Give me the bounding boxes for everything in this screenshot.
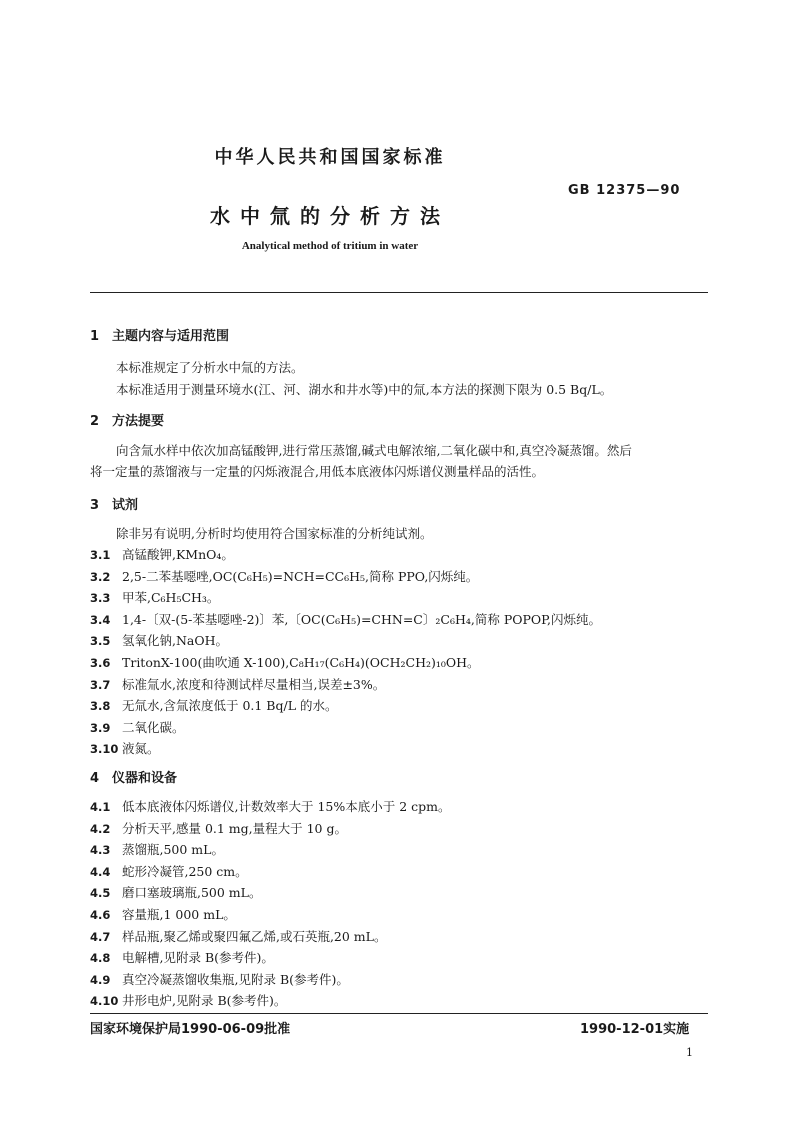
item-number: 3.9 <box>90 720 111 735</box>
item-number: 3.2 <box>90 569 111 584</box>
list-item <box>90 883 261 901</box>
list-item <box>90 991 286 1009</box>
item-text: 真空冷凝蒸馏收集瓶,见附录 B(参考件)。 <box>122 971 349 987</box>
paragraph: 本标准规定了分析水中氚的方法。 <box>116 360 304 375</box>
item-number: 4.5 <box>90 886 111 901</box>
paragraph: 本标准适用于测量环境水(江、河、湖水和井水等)中的氚,本方法的探测下限为 0.5 Bq/L。 <box>116 382 613 397</box>
item-number: 4.6 <box>90 908 111 922</box>
list-item <box>90 970 349 988</box>
item-number: 4.4 <box>90 864 111 879</box>
item-text: 氢氧化钠,NaOH。 <box>122 633 229 649</box>
effective-date: 1990-12-01实施 <box>580 1022 690 1037</box>
item-number: 4.1 <box>90 800 111 814</box>
section-number: 4 <box>90 771 100 786</box>
item-text: 2,5-二苯基噁唑,OC(C₆H₅)=NCH=CC₆H₅,简称 PPO,闪烁纯。 <box>122 568 479 584</box>
item-number: 4.7 <box>90 929 111 944</box>
list-item <box>90 653 480 671</box>
item-text: 电解槽,见附录 B(参考件)。 <box>122 950 274 966</box>
item-text: 高锰酸钾,KMnO₄。 <box>122 547 234 562</box>
standard-number: GB 12375—90 <box>568 183 681 198</box>
section-3-heading <box>90 494 138 513</box>
paragraph-line: 向含氚水样中依次加高锰酸钾,进行常压蒸馏,碱式电解浓缩,二氧化碳中和,真空冷凝蒸馏。然后 <box>116 443 632 458</box>
item-number: 4.3 <box>90 843 111 858</box>
section-number: 1 <box>90 329 100 344</box>
section-title: 主题内容与适用范围 <box>112 329 230 344</box>
section-title: 仪器和设备 <box>112 771 178 786</box>
item-text: TritonX-100(曲吹通 X-100),C₈H₁₇(C₆H₄)(OCH₂CH₂)₁₀OH。 <box>122 655 480 670</box>
item-text: 标准氚水,浓度和待测试样尽量相当,误差±3%。 <box>122 676 386 692</box>
list-item <box>90 588 219 606</box>
item-text: 容量瓶,1 000 mL。 <box>122 907 236 922</box>
list-item <box>90 718 185 736</box>
header-divider <box>90 292 708 293</box>
section-title: 方法提要 <box>112 414 165 429</box>
page-number: 1 <box>686 1046 693 1059</box>
english-subtitle: Analytical method of tritium in water <box>241 240 419 252</box>
item-number: 3.8 <box>90 699 111 714</box>
item-number: 4.8 <box>90 951 111 966</box>
item-number: 3.1 <box>90 548 111 562</box>
item-text: 蛇形冷凝管,250 cm。 <box>122 863 248 879</box>
item-text: 1,4-〔双-(5-苯基噁唑-2)〕苯,〔OC(C₆H₅)=CHN=C〕₂C₆H₄,简称 POPOP,闪烁纯。 <box>122 611 601 627</box>
item-text: 液氮。 <box>122 741 160 757</box>
issuing-body: 中华人民共和国国家标准 <box>214 147 446 168</box>
item-number: 3.4 <box>90 612 111 627</box>
item-text: 样品瓶,聚乙烯或聚四氟乙烯,或石英瓶,20 mL。 <box>122 928 387 944</box>
item-number: 3.3 <box>90 591 111 606</box>
list-item <box>90 675 385 693</box>
section-number: 3 <box>90 498 100 513</box>
list-item <box>90 927 386 945</box>
item-text: 甲苯,C₆H₅CH₃。 <box>122 590 220 606</box>
item-text: 井形电炉,见附录 B(参考件)。 <box>122 993 287 1009</box>
list-item <box>90 948 274 966</box>
paragraph: 除非另有说明,分析时均使用符合国家标准的分析纯试剂。 <box>116 526 433 541</box>
item-text: 二氧化碳。 <box>122 719 185 735</box>
footer-divider <box>90 1013 708 1014</box>
list-item <box>90 905 236 923</box>
item-number: 3.7 <box>90 677 111 692</box>
section-2-heading <box>90 410 164 429</box>
list-item <box>90 797 451 815</box>
item-number: 4.2 <box>90 821 111 836</box>
item-number: 4.9 <box>90 972 111 987</box>
section-4-heading <box>90 767 177 786</box>
item-number: 4.10 <box>90 994 119 1009</box>
list-item <box>90 819 347 837</box>
document-title: 水中氚的分析方法 <box>210 204 450 228</box>
item-text: 磨口塞玻璃瓶,500 mL。 <box>122 885 262 901</box>
list-item <box>90 840 224 858</box>
section-1-heading <box>90 325 229 344</box>
list-item <box>90 610 601 628</box>
section-number: 2 <box>90 414 100 429</box>
approval-text: 国家环境保护局1990-06-09批准 <box>90 1022 291 1037</box>
item-number: 3.5 <box>90 634 111 649</box>
paragraph-line: 将一定量的蒸馏液与一定量的闪烁液混合,用低本底液体闪烁谱仪测量样品的活性。 <box>90 464 544 479</box>
item-number: 3.6 <box>90 656 111 670</box>
section-title: 试剂 <box>112 498 139 513</box>
list-item <box>90 696 337 714</box>
item-text: 无氚水,含氚浓度低于 0.1 Bq/L 的水。 <box>122 698 338 714</box>
list-item <box>90 545 234 563</box>
item-text: 低本底液体闪烁谱仪,计数效率大于 15%本底小于 2 cpm。 <box>122 799 451 814</box>
list-item <box>90 567 478 585</box>
item-text: 蒸馏瓶,500 mL。 <box>122 842 224 858</box>
list-item <box>90 631 228 649</box>
item-text: 分析天平,感量 0.1 mg,量程大于 10 g。 <box>122 820 347 836</box>
item-number: 3.10 <box>90 742 119 757</box>
list-item <box>90 862 248 880</box>
list-item <box>90 739 160 757</box>
